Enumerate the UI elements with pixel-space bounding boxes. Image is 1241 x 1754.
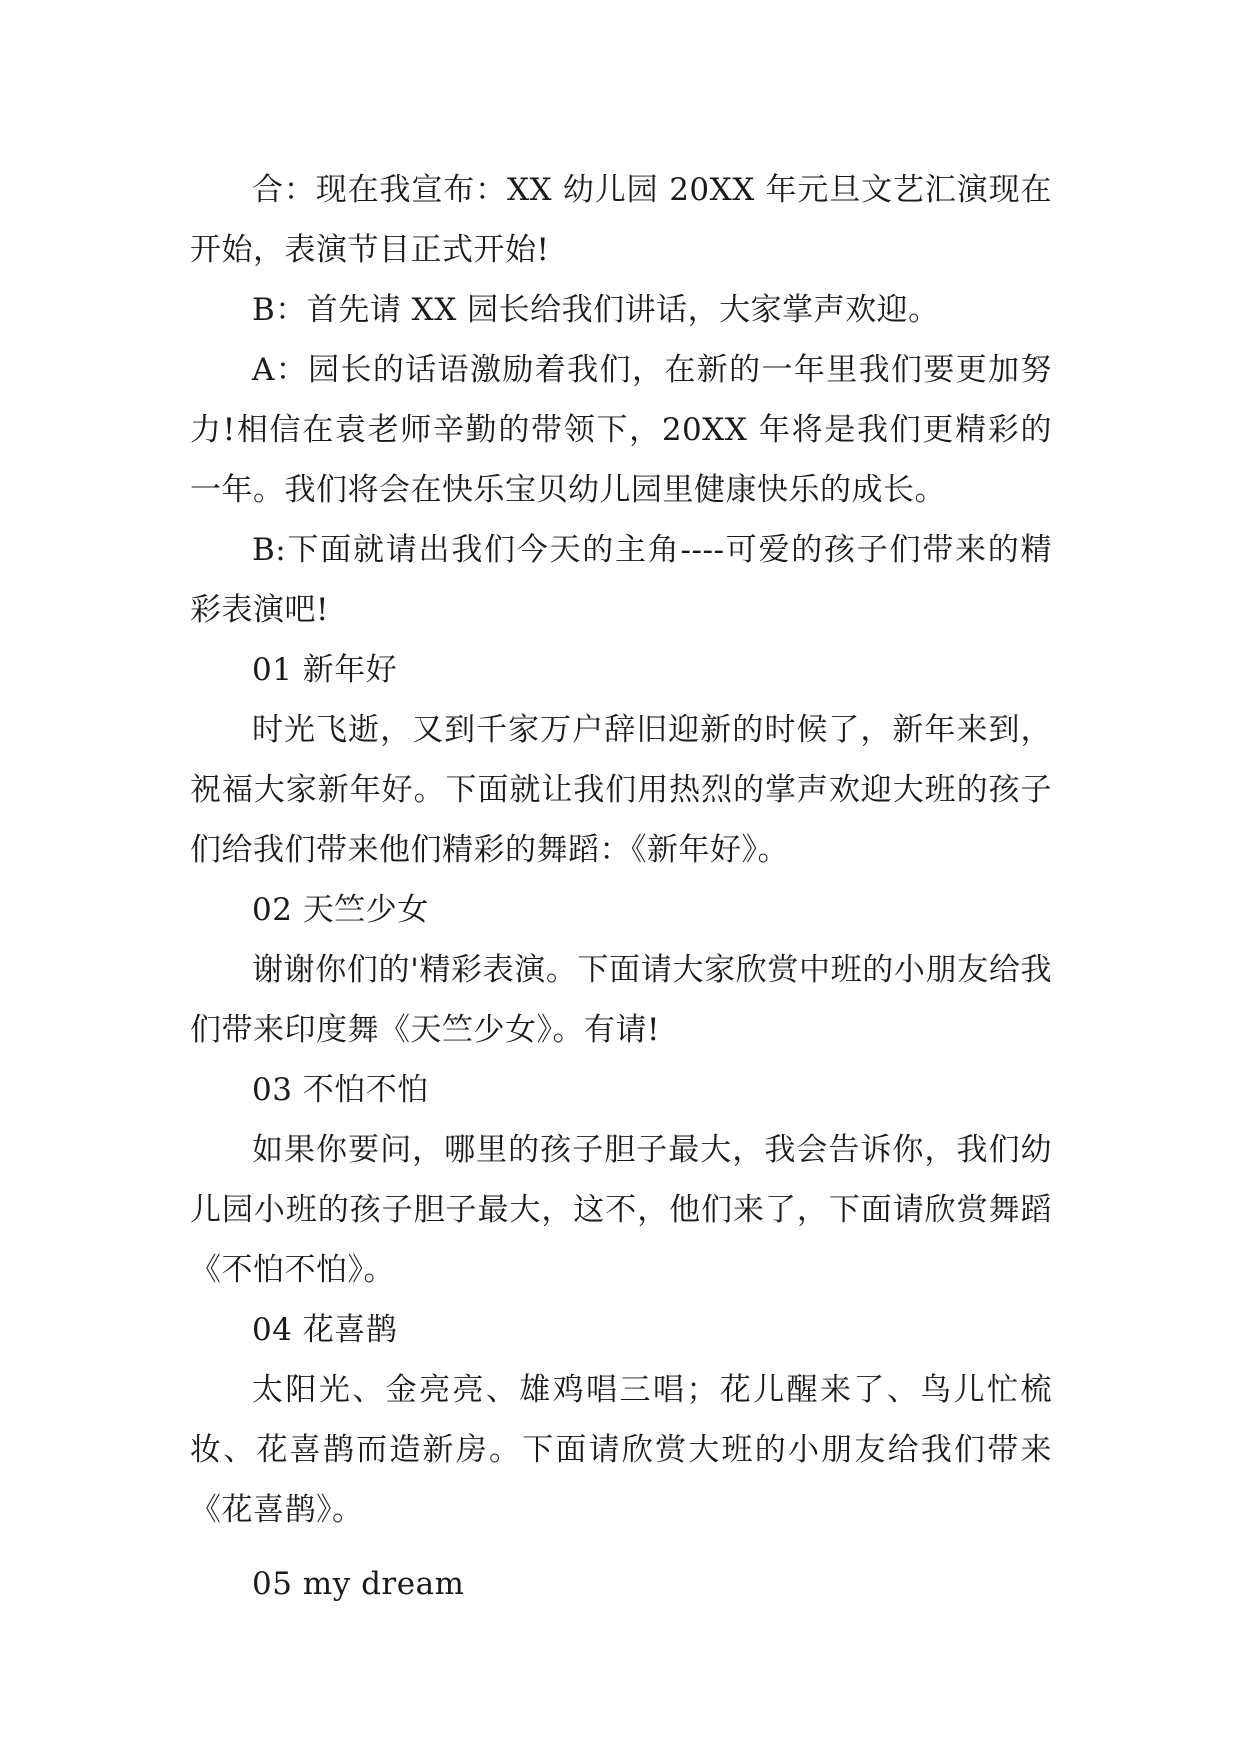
paragraph-announcement: 合：现在我宣布：XX 幼儿园 20XX 年元旦文艺汇演现在开始，表演节目正式开始! [190, 172, 1052, 268]
program-text-04: 太阳光、金亮亮、雄鸡唱三唱；花儿醒来了、鸟儿忙梳妆、花喜鹊而造新房。下面请欣赏大班的小朋友给我们带来《花喜鹊》。 [190, 1372, 1052, 1528]
paragraph-b-intro: B：首先请 XX 园长给我们讲话，大家掌声欢迎。 [252, 292, 940, 328]
program-text-01: 时光飞逝，又到千家万户辞旧迎新的时候了，新年来到，祝福大家新年好。下面就让我们用热烈的掌声欢迎大班的孩子们给我们带来他们精彩的舞蹈：《新年好》。 [190, 712, 1052, 868]
program-heading-02: 02 天竺少女 [252, 892, 429, 928]
paragraph-b-performances: B:下面就请出我们今天的主角----可爱的孩子们带来的精彩表演吧! [190, 532, 1052, 628]
program-text-03: 如果你要问，哪里的孩子胆子最大，我会告诉你，我们幼儿园小班的孩子胆子最大，这不，他们来了，下面请欣赏舞蹈《不怕不怕》。 [190, 1132, 1052, 1288]
document-page [190, 160, 1052, 1614]
paragraph-a-speech: A：园长的话语激励着我们，在新的一年里我们要更加努力!相信在袁老师辛勤的带领下，20XX 年将是我们更精彩的一年。我们将会在快乐宝贝幼儿园里健康快乐的成长。 [190, 352, 1052, 508]
program-heading-03: 03 不怕不怕 [252, 1072, 429, 1108]
program-text-02: 谢谢你们的'精彩表演。下面请大家欣赏中班的小朋友给我们带来印度舞《天竺少女》。有请! [190, 952, 1052, 1048]
program-heading-04: 04 花喜鹊 [252, 1312, 398, 1348]
program-heading-01: 01 新年好 [252, 652, 398, 688]
program-heading-05: 05 my dream [252, 1566, 465, 1602]
